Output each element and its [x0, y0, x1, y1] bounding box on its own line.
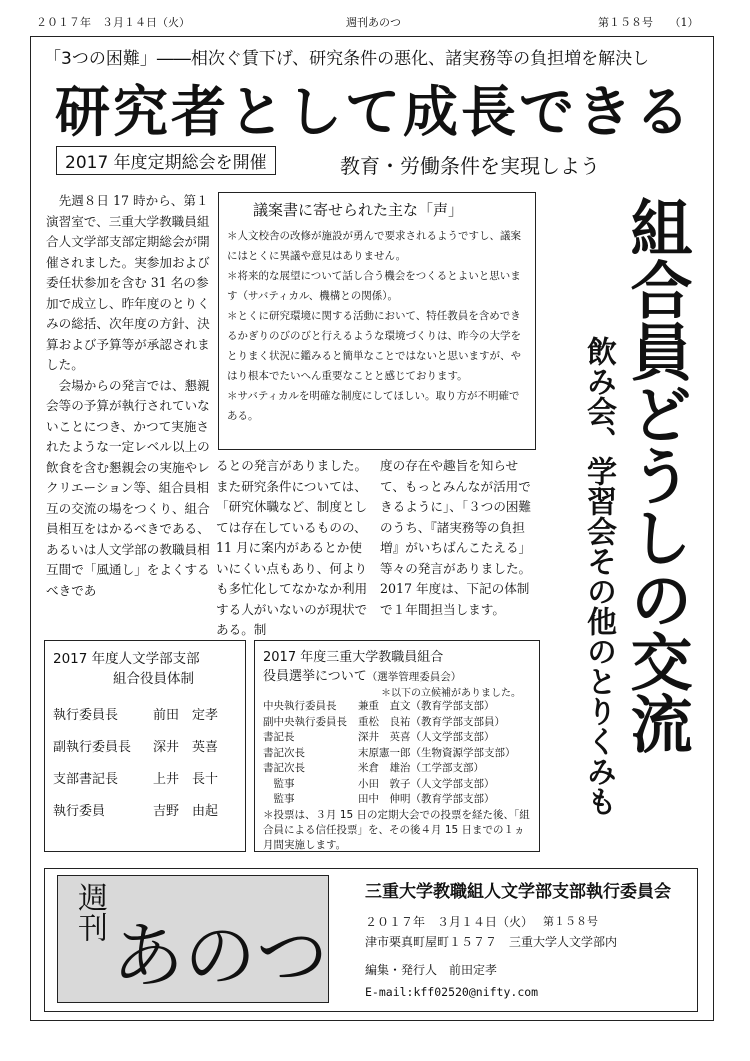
candidate-row — [263, 715, 531, 731]
article-right-text: 度の存在や趣旨を知らせて、もっとみんなが活用できるように」、「３つの困難のうち、『諸実務等の負担増』がいちばんこたえる」等々の発言がありました。 2017 年度は、下記の体制で１年間担当します。 — [380, 458, 538, 617]
candidate-name: 米倉 雄治 — [358, 762, 411, 774]
candidate-name: 小田 敦子 — [358, 777, 411, 790]
officer-row — [53, 697, 237, 729]
candidate-role: 副中央執行委員長 — [263, 715, 347, 728]
article-right-column — [380, 456, 538, 626]
officer-name: 吉野 由起 — [153, 803, 219, 819]
masthead-logo — [57, 875, 329, 1003]
logo-title: あのつ — [112, 914, 329, 998]
candidate-role: 監事 — [263, 793, 295, 805]
officers-box — [44, 640, 246, 852]
candidate-list — [263, 699, 531, 808]
header-date: ２０１７年 ３月１４日（火） — [36, 16, 190, 29]
subtitle-right: 教育・労働条件を実現しよう — [340, 154, 600, 178]
candidate-dept: （教育学部支部員） — [410, 715, 505, 728]
election-note: ＊以下の立候補がありました。 — [381, 688, 521, 699]
candidate-dept: （生物資源学部支部） — [410, 746, 516, 759]
candidate-dept: （工学部支部） — [410, 762, 484, 774]
candidate-role: 書記次長 — [263, 762, 305, 774]
candidate-row — [263, 699, 531, 715]
officer-row — [53, 729, 237, 761]
candidate-role: 書記長 — [263, 731, 295, 743]
candidate-name: 田中 伸明 — [358, 793, 411, 805]
candidate-role: 書記次長 — [263, 746, 305, 759]
vertical-sub-headline: 飲み会、学習会その他のとりくみも — [581, 336, 616, 816]
officers-title: 2017 年度人文学部支部 — [53, 651, 200, 667]
vertical-main-headline: 組合員どうしの交流 — [620, 196, 693, 754]
opinion-item: ＊サバティカルを明確な制度にしてほしい。取り方が不明確である。 — [227, 390, 520, 422]
candidate-name: 兼重 直文 — [358, 700, 411, 712]
opinions-heading: 議案書に寄せられた主な「声」 — [253, 201, 464, 219]
candidate-dept: （教育学部支部） — [410, 700, 495, 712]
officer-role: 執行委員 — [53, 803, 106, 819]
candidate-dept: （人文学部支部） — [410, 777, 495, 790]
masthead-date: ２０１７年 ３月１４日（火） — [365, 915, 534, 929]
masthead-editor: 編集・発行人 前田定孝 — [365, 963, 498, 977]
officers-subtitle: 組合役員体制 — [113, 671, 194, 687]
election-box — [254, 640, 540, 852]
officer-role: 執行委員長 — [53, 707, 119, 723]
article-paragraph: 先週８日 17 時から、第１演習室で、三重大学教職員組合人文学部支部定期総会が開催されました。実参加および委任状参加を含む 31 名の参加で成立し、昨年度のとりくみの総括、次年度の方針、決算および予算等が承認されました。 — [46, 193, 210, 372]
election-subtitle-main: 役員選挙について — [263, 669, 367, 684]
candidate-name: 重松 良祐 — [358, 715, 411, 728]
officer-row — [53, 761, 237, 793]
opinion-item: ＊人文校舎の改修が施設が勇んで要求されるようですし、議案にはとくに異議や意見はありません。 — [227, 230, 521, 262]
candidate-dept: （教育学部支部） — [410, 793, 495, 805]
opinions-list — [227, 226, 527, 426]
masthead-issue: 第１５８号 — [543, 915, 598, 928]
logo-weekly: 週刊 — [72, 882, 107, 942]
officer-role: 副執行委員長 — [53, 739, 132, 755]
article-mid-text: るとの発言がありました。 また研究条件については、「研究休職など、制度としては存在しているものの、11 月に案内があるとか使いにくい点もあり、何よりも多忙化してなかなか利用する人がいないのが現状である。制 — [216, 458, 374, 637]
lead-headline: 「3つの困難」――相次ぐ賃下げ、研究条件の悪化、諸実務等の負担増を解決し — [44, 49, 650, 69]
officers-table — [53, 697, 237, 825]
officer-name: 深井 英喜 — [153, 739, 219, 755]
candidate-name: 深井 英喜 — [358, 731, 411, 743]
candidate-role: 監事 — [263, 777, 295, 790]
opinion-item: ＊とくに研究環境に関する活動において、特任教員を含めできるかぎりのびのびと行えるような環境づくりは、昨今の大学をとりまく状況に鑑みると簡単なことではないと思いますが、やはり根本でたいへん重要なことと感じております。 — [227, 310, 521, 382]
election-committee: （選挙管理委員会） — [366, 671, 462, 683]
candidate-name: 末原憲一郎 — [358, 746, 411, 759]
masthead-email: E-mail:kff02520@nifty.com — [365, 985, 539, 999]
candidate-row — [263, 746, 531, 762]
main-title: 研究者として成長できる — [54, 80, 693, 144]
candidate-row — [263, 761, 531, 777]
header-issue: 第１５８号 （1） — [598, 16, 699, 29]
candidate-role: 中央執行委員長 — [263, 700, 337, 712]
subtitle-box: 2017 年度定期総会を開催 — [56, 146, 276, 175]
officer-role: 支部書記長 — [53, 771, 119, 787]
header-paper-name: 週刊あのつ — [346, 16, 401, 29]
election-subtitle — [263, 665, 531, 684]
candidate-row — [263, 792, 531, 808]
masthead — [44, 868, 698, 1012]
officer-name: 前田 定孝 — [153, 707, 219, 723]
election-title: 2017 年度三重大学教職員組合 — [263, 650, 444, 665]
article-left-column — [46, 191, 210, 621]
article-paragraph: 会場からの発言では、懇親会等の予算が執行されていないことにつき、かつて実施されたような一定レベル以上の飲食を含む懇親会の実施やレクリエーション等、組合員相互の交流の場をつくり、組合員相互をはかるべきである、あるいは人文学部の教職員相互間で「風通し」をよくするべきであ — [46, 377, 210, 598]
candidate-row — [263, 730, 531, 746]
officer-row — [53, 793, 237, 825]
candidate-row — [263, 777, 531, 793]
opinions-box — [218, 192, 536, 450]
opinion-item: ＊将来的な展望について話し合う機会をつくるとよいと思います（サバティカル、機構との関係）。 — [227, 270, 521, 302]
article-mid-column — [216, 456, 374, 637]
officer-name: 上井 長十 — [153, 771, 219, 787]
masthead-address: 津市栗真町屋町１５７７ 三重大学人文学部内 — [365, 935, 618, 949]
election-footer: ＊投票は、３月 15 日の定期大会での投票を経た後、「組合員による信任投票」を、その後４月 15 日までの１ヵ月間実施します。 — [263, 808, 530, 851]
publisher: 三重大学教職組人文学部支部執行委員会 — [365, 882, 671, 902]
candidate-dept: （人文学部支部） — [410, 731, 495, 743]
